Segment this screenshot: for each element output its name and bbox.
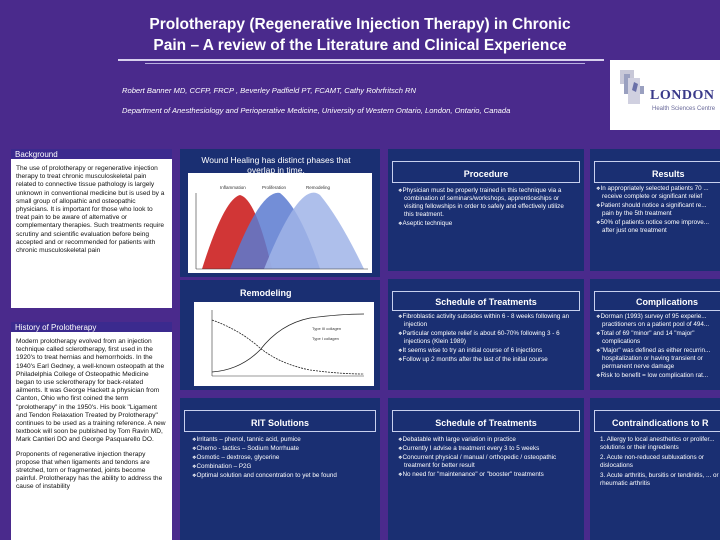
logo-name: LONDON [650,88,715,103]
title-line-2: Pain – A review of the Literature and Clinical Experience [153,37,567,54]
label-inflammation: Inflammation [220,185,246,190]
label-remodeling: Remodeling [306,185,331,190]
contraindications-panel [590,398,720,540]
logo-sub: Health Sciences Centre [652,106,716,112]
procedure-heading: Procedure [463,169,509,179]
label-type-i-collagen: Type I collagen [312,336,339,341]
schedule2-list [398,436,574,479]
label-type-iii-collagen: Type III collagen [312,326,342,331]
complications-heading-frame [594,291,720,311]
complications-heading: Complications [636,297,699,307]
procedure-heading-frame [392,161,580,183]
schedule-panel [388,279,584,390]
schedule2-heading-frame [392,410,580,432]
complications-item: ❖ Risk to benefit = low complication rat... [596,372,720,380]
schedule-list [398,313,574,364]
remodeling-heading: Remodeling [240,288,292,298]
results-item: ❖ 50% of patients notice some improve... after just one treatment [596,219,720,235]
history-heading: History of Prolotherapy [11,322,172,334]
schedule2-panel [388,398,584,540]
results-panel [590,149,720,271]
title-rule-secondary [145,63,585,64]
complications-item: ❖ Total of 69 "minor" and 14 "major" complications [596,330,720,346]
results-heading: Results [652,169,685,179]
schedule2-item: ❖ No need for "maintenance" or "booster" treatments [398,471,574,479]
schedule-item: ❖ Follow up 2 months after the last of the initial course [398,356,574,364]
logo-mark-icon [620,64,654,108]
contraindications-item: 3. Acute arthritis, bursitis or tendinitis, ... or rheumatic arthritis [600,472,719,487]
results-item: ❖ Patient should notice a significant re... pain by the 5th treatment [596,202,720,218]
procedure-panel [388,149,584,271]
rit-heading: RIT Solutions [251,418,309,428]
contraindications-heading-frame [594,410,720,432]
poster-title [60,14,660,56]
background-text: The use of prolotherapy or regenerative injection therapy to treat chronic musculoskeletal pain related to connective tissue pathology is largely unknown in conventional medicine but is used by a small group of allopathic and osteopathic physicians. It is important for those who look to treat pain to be aware of alternative or complementary therapies. Such treatments require scrutiny and scientific evaluation before being accepted and or recommended for patients with chronic musculoskeletal pain [16,165,165,255]
rit-item: ❖ Irritants – phenol, tannic acid, pumice [192,436,370,444]
complications-list [596,313,720,380]
complications-item: ❖ "Major" was defined as either recurrin... hospitalization or having transient or permanent nerve damage [596,347,720,371]
results-heading-frame [594,161,720,183]
history-text-1: Modern prolotherapy evolved from an injection technique called sclerotherapy, first used in the 1920's to treat hernias and hemorrhoids. In the 1940's Earl Gedney, a well-known osteopath at the Philadelphia College of Osteopathic Medicine began to use sclerotherapy for back-related ailments. It was George Hackett a physician from Canton, Ohio who first coined the term "prolotherapy" in the 1950's. His book "Ligament and Tendon Relaxation Treated by Prolotherapy" continues to be used as a training reference. A new textbook will soon be published by Tom Ravin MD, Mark Cantieri DO and George Pasquarello DO. [16,338,166,444]
background-heading: Background [11,149,172,161]
procedure-list [398,187,574,228]
rit-list [192,436,370,480]
schedule-item: ❖ Fibroblastic activity subsides within 6 - 8 weeks following an injection [398,313,574,329]
rit-item: ❖ Optimal solution and concentration to yet be found [192,472,370,480]
wound-healing-title: Wound Healing has distinct phases that overlap in time. [201,155,351,175]
procedure-item: ❖ Physician must be properly trained in this technique via a combination of seminars/workshops, apprenticeships or visiting fellowships in order to safely and effectively utilize this treatment. [398,187,574,219]
london-hsc-logo [610,60,720,130]
schedule-heading-frame [392,291,580,311]
results-list [596,185,720,235]
left-column [11,149,172,540]
schedule2-heading: Schedule of Treatments [435,418,537,428]
procedure-item: ❖ Aseptic technique [398,220,574,228]
label-proliferation: Proliferation [262,185,287,190]
rit-panel [180,398,380,540]
rit-item: ❖ Osmotic – dextrose, glycerine [192,454,370,462]
schedule-item: ❖ Particular complete relief is about 60-70% following 3 - 6 injections (Klein 1989) [398,330,574,346]
rit-item: ❖ Chemo - tactics – Sodium Morrhuate [192,445,370,453]
schedule-item: ❖ It seems wise to try an initial course of 6 injections [398,347,574,355]
contraindications-heading: Contraindications to R [612,418,709,428]
schedule2-item: ❖ Currently I advise a treatment every 3 to 5 weeks [398,445,574,453]
contraindications-list [600,436,720,488]
schedule2-item: ❖ Debatable with large variation in practice [398,436,574,444]
history-text-2: Proponents of regenerative injection therapy propose that when ligaments and tendons are stretched, torn or fragmented, joints become painful. Prolotherapy has the ability to address the cause of instability [16,450,163,491]
authors: Robert Banner MD, CCFP, FRCP , Beverley Padfield PT, FCAMT, Cathy Rohrfritsch RN [122,86,416,95]
contraindications-item: 2. Acute non-reduced subluxations or dislocations [600,454,704,469]
schedule-heading: Schedule of Treatments [435,297,537,307]
department: Department of Anesthesiology and Perioperative Medicine, University of Western Ontario, London, Ontario, Canada [122,106,511,115]
section-divider [11,308,172,322]
complications-panel [590,279,720,390]
schedule2-item: ❖ Concurrent physical / manual / orthopedic / osteopathic treatment for better result [398,454,574,470]
contraindications-item: 1. Allergy to local anesthetics or prolifer... solutions or their ingredients [600,436,715,451]
results-item: ❖ In appropriately selected patients 70 ... receive complete or significant relief [596,185,720,201]
complications-item: ❖ Dorman (1993) survey of 95 experie... practitioners on a patient pool of 494... [596,313,720,329]
title-line-1: Prolotherapy (Regenerative Injection Therapy) in Chronic [149,16,571,33]
rit-item: ❖ Combination – P2G [192,463,370,471]
rit-heading-frame [184,410,376,432]
title-rule [118,59,604,61]
